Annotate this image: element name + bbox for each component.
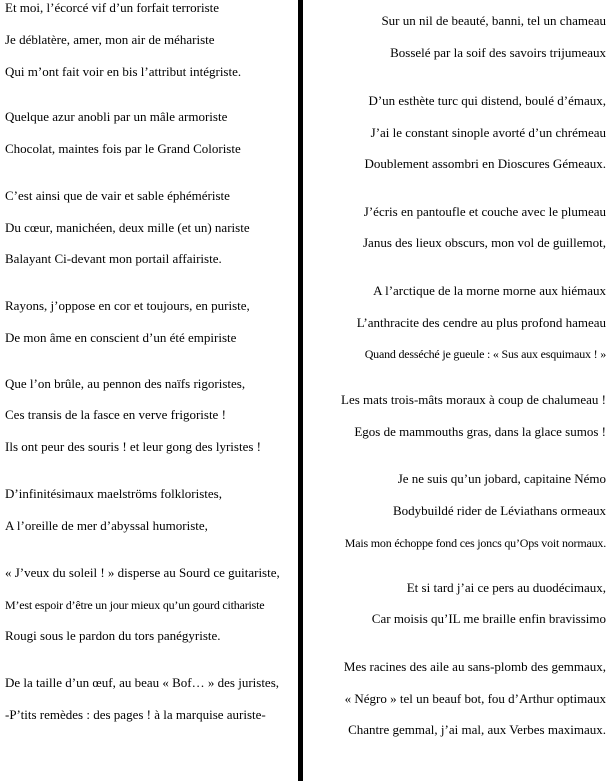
right-line-4: J’ai le constant sinople avorté d’un chrémeau [370, 125, 606, 140]
left-line-1: Et moi, l’écorcé vif d’un forfait terroriste [5, 0, 220, 15]
left-line-12: Ces transis de la fasce en verve frigoriste ! [5, 407, 226, 422]
right-line-9: L’anthracite des cendre au plus profond hameau [356, 315, 606, 330]
right-line-20: Chantre gemmal, j’ai mal, aux Verbes maximaux. [348, 722, 606, 737]
left-line-18: Rougi sous le pardon du tors panégyriste. [5, 628, 221, 643]
left-line-20: -P’tits remèdes : des pages ! à la marquise auriste- [5, 707, 266, 722]
right-line-6: J’écris en pantoufle et couche avec le plumeau [363, 204, 606, 219]
right-line-16: Et si tard j’ai ce pers au duodécimaux, [406, 580, 606, 595]
left-line-14: D’infinitésimaux maelströms folkloristes, [5, 486, 222, 501]
left-line-4: Quelque azur anobli par un mâle armoriste [5, 109, 228, 124]
right-line-11: Les mats trois-mâts moraux à coup de chalumeau ! [341, 392, 606, 407]
right-line-1: Sur un nil de beauté, banni, tel un chameau [381, 13, 606, 28]
right-line-15: Mais mon échoppe fond ces joncs qu’Ops voit normaux. [344, 536, 606, 550]
right-line-8: A l’arctique de la morne morne aux hiémaux [373, 283, 606, 298]
left-line-5: Chocolat, maintes fois par le Grand Coloriste [5, 141, 241, 156]
right-line-14: Bodybuildé rider de Léviathans ormeaux [393, 503, 606, 518]
left-line-6: C’est ainsi que de vair et sable éphémériste [5, 188, 230, 203]
left-line-19: De la taille d’un œuf, au beau « Bof… » des juristes, [5, 675, 280, 690]
left-line-9: Rayons, j’oppose en cor et toujours, en puriste, [5, 298, 250, 313]
right-line-18: Mes racines des aile au sans-plomb des gemmaux, [343, 659, 606, 674]
left-line-2: Je déblatère, amer, mon air de méhariste [5, 32, 215, 47]
column-divider [298, 0, 303, 781]
right-line-19: « Négro » tel un beauf bot, fou d’Arthur optimaux [344, 691, 606, 706]
left-line-13: Ils ont peur des souris ! et leur gong des lyristes ! [5, 439, 261, 454]
left-line-8: Balayant Ci-devant mon portail affairiste. [5, 251, 222, 266]
left-line-16: « J’veux du soleil ! » disperse au Sourd ce guitariste, [5, 565, 280, 580]
right-line-5: Doublement assombri en Dioscures Gémeaux. [364, 156, 606, 171]
left-line-11: Que l’on brûle, au pennon des naïfs rigoristes, [5, 376, 246, 391]
right-line-12: Egos de mammouths gras, dans la glace sumos ! [354, 424, 606, 439]
right-line-17: Car moisis qu’IL me braille enfin bravissimo [371, 611, 606, 626]
left-line-17: M’est espoir d’être un jour mieux qu’un gourd cithariste [5, 598, 265, 612]
right-line-7: Janus des lieux obscurs, mon vol de guillemot, [362, 235, 606, 250]
right-line-13: Je ne suis qu’un jobard, capitaine Némo [397, 471, 606, 486]
right-line-10: Quand desséché je gueule : « Sus aux esquimaux ! » [364, 347, 606, 361]
right-line-3: D’un esthète turc qui distend, boulé d’émaux, [368, 93, 606, 108]
right-line-2: Bosselé par la soif des savoirs trijumeaux [390, 45, 606, 60]
left-line-3: Qui m’ont fait voir en bis l’attribut intégriste. [5, 64, 242, 79]
left-line-7: Du cœur, manichéen, deux mille (et un) nariste [5, 220, 250, 235]
left-line-10: De mon âme en conscient d’un été empiriste [5, 330, 237, 345]
left-line-15: A l’oreille de mer d’abyssal humoriste, [5, 518, 208, 533]
